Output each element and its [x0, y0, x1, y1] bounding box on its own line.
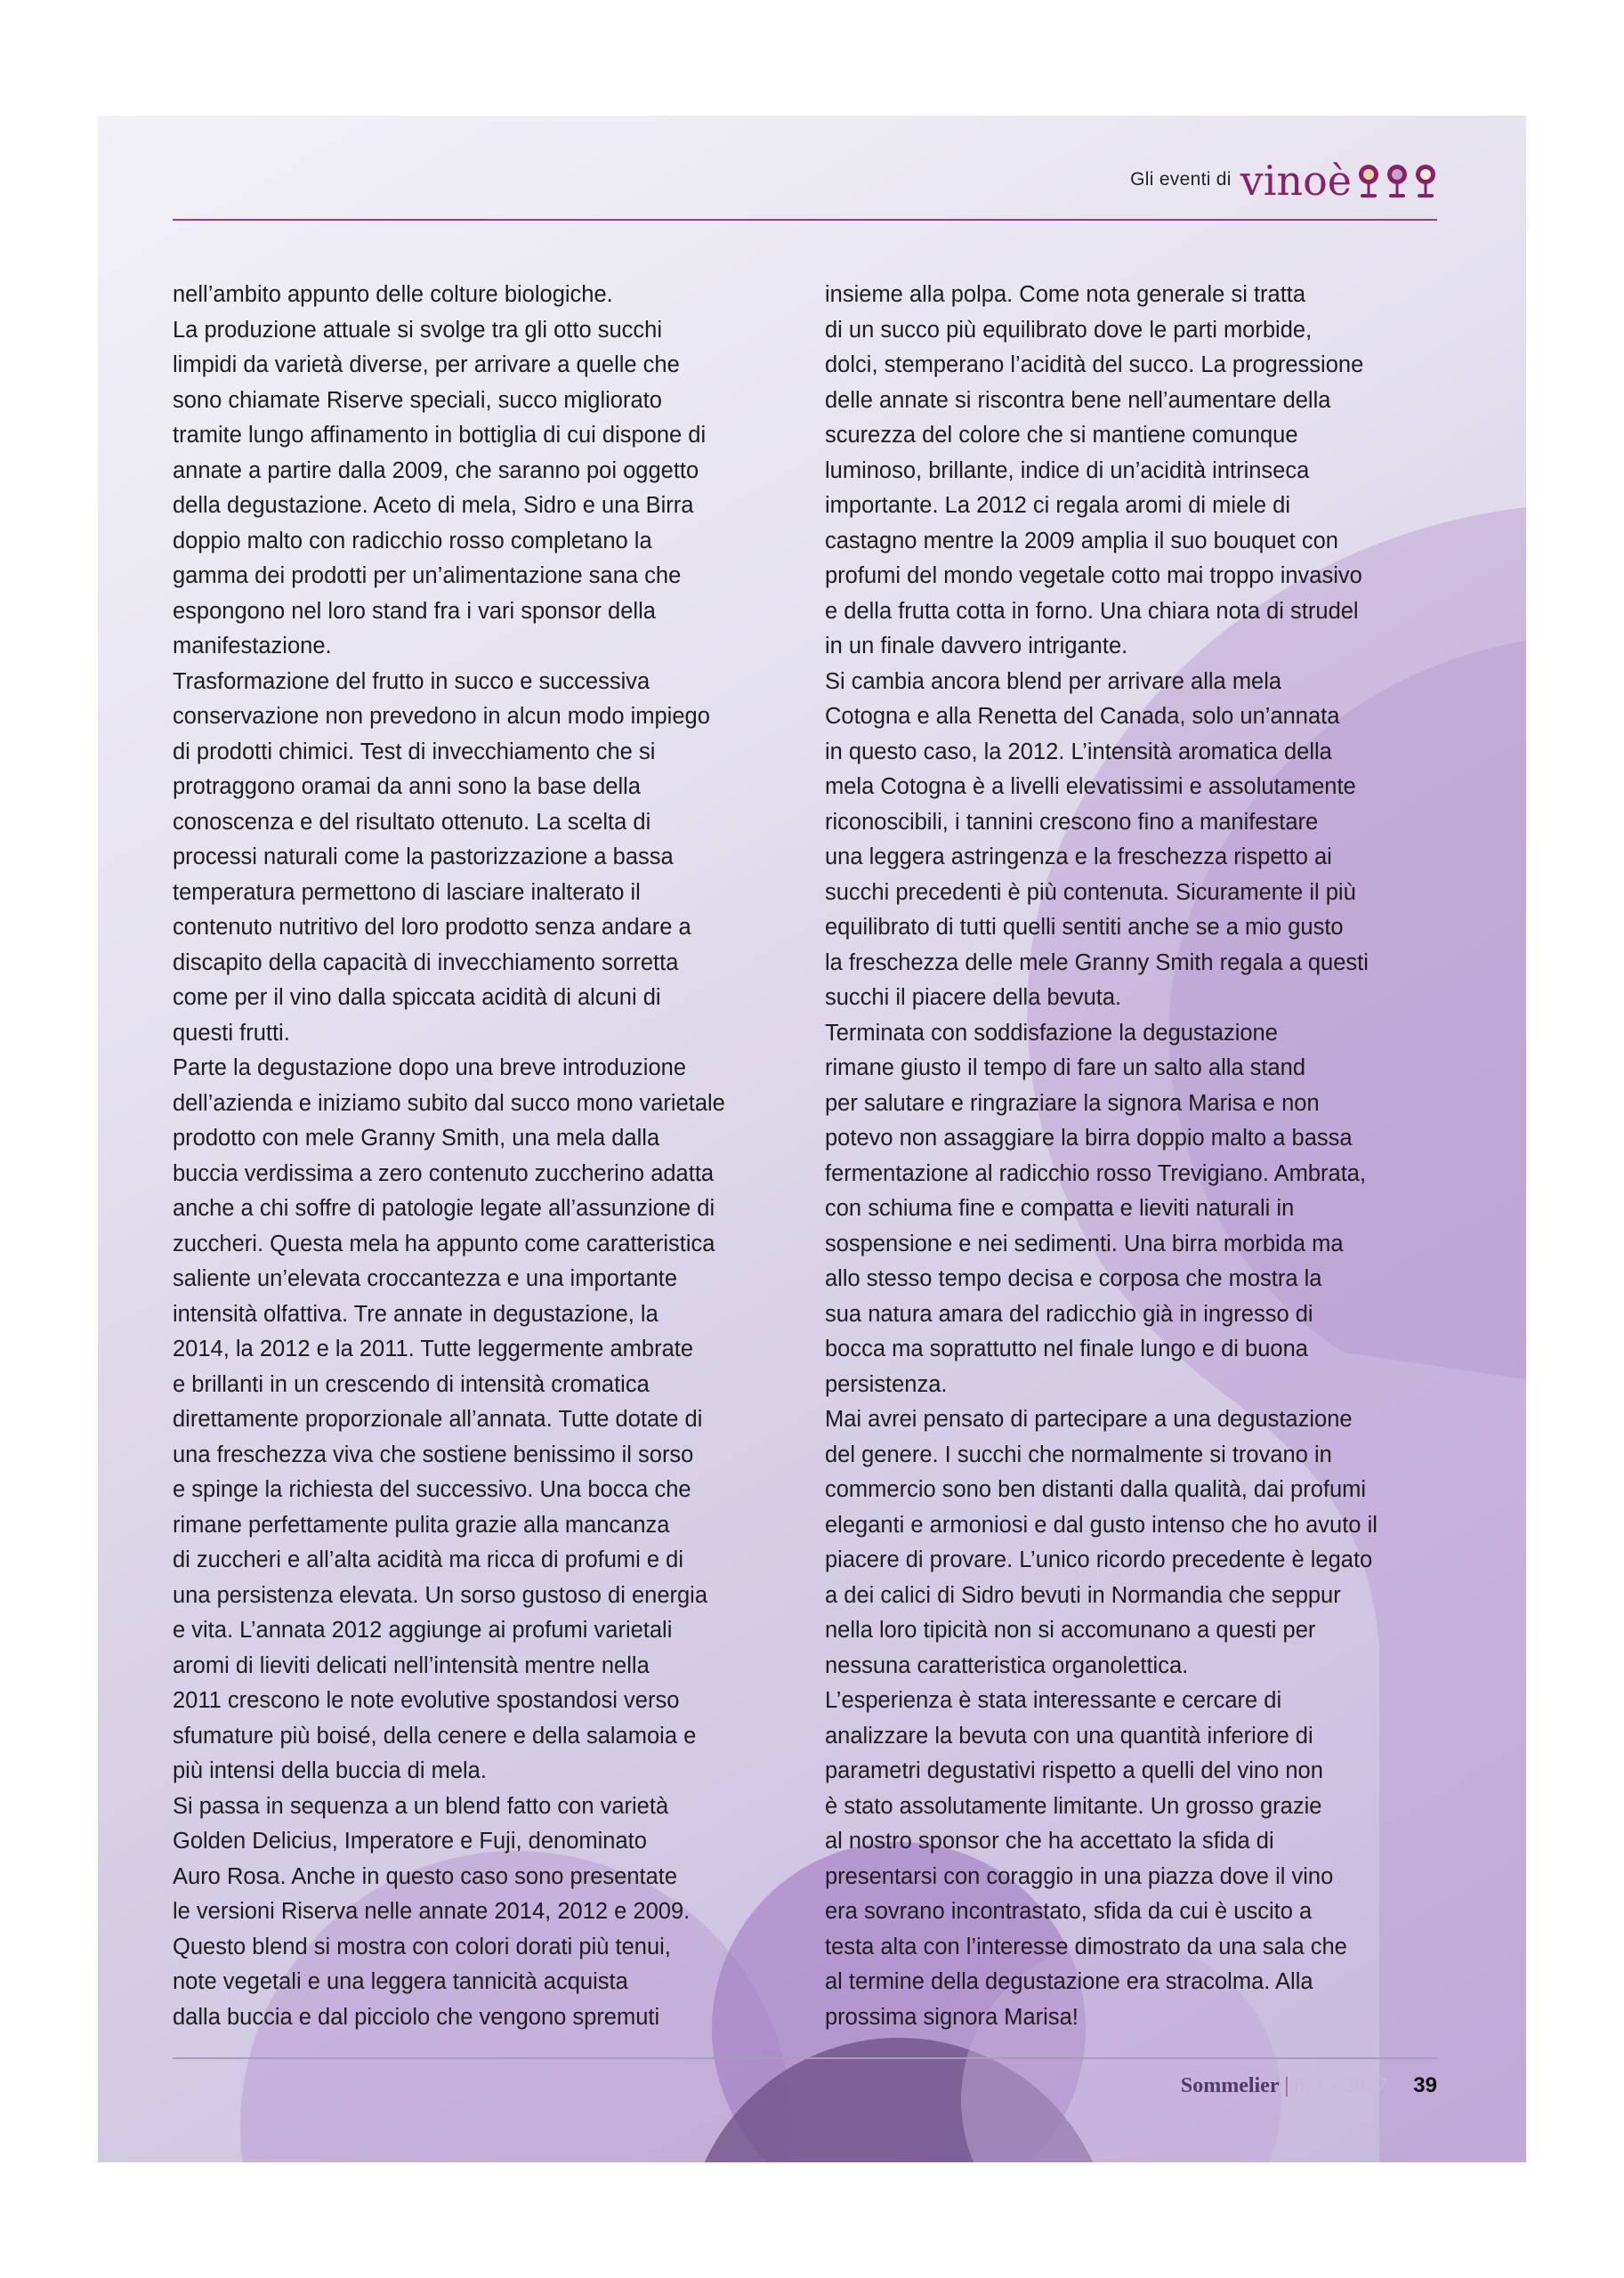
text-line: dell’azienda e iniziamo subito dal succo mono varietale — [173, 1090, 725, 1116]
text-line: importante. La 2012 ci regala aromi di miele di — [825, 493, 1291, 518]
text-line: Trasformazione del frutto in succo e successiva — [173, 668, 650, 694]
text-line: equilibrato di tutti quelli sentiti anche se a mio gusto — [825, 915, 1344, 940]
text-line: persistenza. — [825, 1371, 948, 1397]
text-line: la freschezza delle mele Granny Smith regala a questi — [825, 949, 1369, 975]
text-line: e vita. L’annata 2012 aggiunge ai profumi varietali — [173, 1618, 673, 1643]
page-header — [173, 151, 1437, 221]
article-body — [173, 278, 1445, 2066]
text-line: bocca ma soprattutto nel finale lungo e di buona — [825, 1337, 1308, 1361]
text-line: sfumature più boisé, della cenere e della salamoia e — [173, 1723, 697, 1749]
text-line: di un succo più equilibrato dove le parti morbide, — [825, 317, 1313, 343]
text-line: presentarsi con coraggio in una piazza dove il vino — [825, 1863, 1334, 1889]
text-line: a dei calici di Sidro bevuti in Normandia che seppur — [825, 1582, 1341, 1608]
text-line: espongono nel loro stand fra i vari sponsor della — [173, 598, 656, 624]
text-line: in un finale davvero intrigante. — [825, 634, 1128, 658]
text-line: dalla buccia e dal picciolo che vengono spremuti — [173, 2004, 660, 2030]
text-line: doppio malto con radicchio rosso completano la — [173, 528, 652, 553]
page-number: 39 — [1413, 2073, 1437, 2097]
text-line: più intensi della buccia di mela. — [173, 1758, 487, 1783]
magazine-page — [98, 116, 1526, 2162]
text-line: gamma dei prodotti per un’alimentazione sana che — [173, 563, 682, 588]
text-line: e della frutta cotta in forno. Una chiara nota di strudel — [825, 598, 1359, 624]
text-line: allo stesso tempo decisa e corposa che mostra la — [825, 1266, 1322, 1291]
wine-glass-icon — [1386, 164, 1409, 201]
text-line: protraggono oramai da anni sono la base della — [173, 774, 641, 799]
text-line: una leggera astringenza e la freschezza rispetto ai — [825, 844, 1332, 869]
text-line: processi naturali come la pastorizzazione a bassa — [173, 844, 674, 869]
right-column — [825, 278, 1448, 2035]
text-line: della degustazione. Aceto di mela, Sidro e una Birra — [173, 493, 694, 518]
text-line: discapito della capacità di invecchiamento sorretta — [173, 949, 679, 975]
text-line: zuccheri. Questa mela ha appunto come caratteristica — [173, 1231, 715, 1256]
left-column — [173, 278, 796, 2035]
text-line: Golden Delicius, Imperatore e Fuji, denominato — [173, 1829, 647, 1854]
text-line: tramite lungo affinamento in bottiglia di cui dispone di — [173, 423, 707, 448]
text-line: prodotto con mele Granny Smith, una mela dalla — [173, 1126, 660, 1151]
text-line: aromi di lieviti delicati nell’intensità mentre nella — [173, 1652, 650, 1678]
text-line: direttamente proporzionale all’annata. Tutte dotate di — [173, 1407, 703, 1432]
text-line: una persistenza elevata. Un sorso gustoso di energia — [173, 1582, 708, 1608]
text-line: sospensione e nei sedimenti. Una birra morbida ma — [825, 1231, 1344, 1256]
magazine-name: Sommelier — [1180, 2074, 1280, 2097]
text-line: al termine della degustazione era stracolma. Alla — [825, 1969, 1313, 1994]
text-line: rimane perfettamente pulita grazie alla mancanza — [173, 1512, 670, 1538]
footer-separator: | — [1284, 2074, 1289, 2097]
text-line: anche a chi soffre di patologie legate all’assunzione di — [173, 1196, 715, 1221]
text-line: e brillanti in un crescendo di intensità cromatica — [173, 1371, 650, 1397]
text-line: annate a partire dalla 2009, che saranno poi oggetto — [173, 457, 699, 483]
text-line: Auro Rosa. Anche in questo caso sono presentate — [173, 1863, 678, 1889]
text-line: delle annate si riscontra bene nell’aumentare della — [825, 387, 1331, 413]
text-line: manifestazione. — [173, 634, 332, 658]
text-line: al nostro sponsor che ha accettato la sfida di — [825, 1829, 1274, 1854]
text-line: di prodotti chimici. Test di invecchiamento che si — [173, 739, 656, 764]
page-footer — [1166, 2073, 1437, 2098]
text-line: Mai avrei pensato di partecipare a una degustazione — [825, 1407, 1353, 1432]
text-line: prossima signora Marisa! — [825, 2004, 1079, 2030]
text-line: piacere di provare. L’unico ricordo precedente è legato — [825, 1547, 1373, 1572]
text-line: limpidi da varietà diverse, per arrivare a quelle che — [173, 352, 680, 377]
text-line: nella loro tipicità non si accomunano a questi per — [825, 1618, 1316, 1643]
text-line: Si passa in sequenza a un blend fatto con varietà — [173, 1793, 669, 1819]
text-line: analizzare la bevuta con una quantità inferiore di — [825, 1723, 1313, 1749]
text-line: sono chiamate Riserve speciali, succo migliorato — [173, 387, 662, 413]
text-line: saliente un’elevata croccantezza e una importante — [173, 1266, 678, 1291]
brand-prefix: Gli eventi di — [1130, 169, 1232, 190]
text-line: in questo caso, la 2012. L’intensità aromatica della — [825, 739, 1332, 764]
text-line: note vegetali e una leggera tannicità acquista — [173, 1969, 628, 1994]
text-line: 2011 crescono le note evolutive spostandosi verso — [173, 1688, 680, 1713]
text-line: 2014, la 2012 e la 2011. Tutte leggermente ambrate — [173, 1337, 694, 1361]
magazine-prefix: il — [1165, 2074, 1177, 2097]
wine-glass-icon — [1357, 164, 1380, 201]
text-line: riconoscibili, i tannini crescono fino a manifestare — [825, 809, 1319, 835]
text-line: profumi del mondo vegetale cotto mai troppo invasivo — [825, 563, 1362, 588]
text-line: è stato assolutamente limitante. Un grosso grazie — [825, 1793, 1322, 1819]
text-line: intensità olfattiva. Tre annate in degustazione, la — [173, 1301, 658, 1327]
text-line: La produzione attuale si svolge tra gli otto succhi — [173, 317, 662, 343]
text-line: scurezza del colore che si mantiene comunque — [825, 423, 1298, 448]
text-line: nessuna caratteristica organolettica. — [825, 1652, 1189, 1678]
text-line: mela Cotogna è a livelli elevatissimi e assolutamente — [825, 774, 1356, 799]
text-line: per salutare e ringraziare la signora Marisa e non — [825, 1090, 1320, 1116]
text-line: luminoso, brillante, indice di un’acidità intrinseca — [825, 457, 1310, 483]
text-line: temperatura permettono di lasciare inalterato il — [173, 879, 641, 905]
text-line: sua natura amara del radicchio già in ingresso di — [825, 1301, 1313, 1327]
text-line: e spinge la richiesta del successivo. Una bocca che — [173, 1477, 691, 1502]
text-line: insieme alla polpa. Come nota generale si tratta — [825, 282, 1306, 307]
text-line: nell’ambito appunto delle colture biologiche. — [173, 282, 613, 307]
text-line: parametri degustativi rispetto a quelli del vino non — [825, 1758, 1323, 1783]
text-line: fermentazione al radicchio rosso Trevigiano. Ambrata, — [825, 1160, 1367, 1186]
text-line: L’esperienza è stata interessante e cercare di — [825, 1688, 1282, 1713]
issue-number: n. 1 - 2017 — [1294, 2074, 1387, 2097]
text-line: con schiuma fine e compatta e lieviti naturali in — [825, 1196, 1295, 1221]
section-brand — [1130, 157, 1437, 205]
text-line: era sovrano incontrastato, sfida da cui è uscito a — [825, 1899, 1313, 1924]
text-line: succhi il piacere della bevuta. — [825, 985, 1122, 1010]
text-line: Cotogna e alla Renetta del Canada, solo un’annata — [825, 704, 1340, 729]
text-line: di zuccheri e all’alta acidità ma ricca di profumi e di — [173, 1547, 683, 1572]
text-line: conoscenza e del risultato ottenuto. La scelta di — [173, 809, 651, 835]
wine-glass-icon — [1414, 164, 1437, 201]
text-line: castagno mentre la 2009 amplia il suo bouquet con — [825, 528, 1338, 553]
text-line: rimane giusto il tempo di fare un salto alla stand — [825, 1055, 1306, 1080]
text-line: Questo blend si mostra con colori dorati più tenui, — [173, 1934, 671, 1959]
text-line: Terminata con soddisfazione la degustazione — [825, 1020, 1278, 1046]
text-line: Si cambia ancora blend per arrivare alla mela — [825, 668, 1282, 694]
text-line: conservazione non prevedono in alcun modo impiego — [173, 704, 710, 729]
footer-divider — [173, 2057, 1437, 2059]
text-line: contenuto nutritivo del loro prodotto senza andare a — [173, 915, 691, 940]
text-line: testa alta con l’interesse dimostrato da una sala che — [825, 1934, 1347, 1959]
text-line: eleganti e armoniosi e dal gusto intenso che ho avuto il — [825, 1512, 1378, 1538]
text-line: le versioni Riserva nelle annate 2014, 2012 e 2009. — [173, 1899, 691, 1924]
text-line: potevo non assaggiare la birra doppio malto a bassa — [825, 1126, 1353, 1151]
text-line: buccia verdissima a zero contenuto zuccherino adatta — [173, 1160, 715, 1186]
text-line: Parte la degustazione dopo una breve introduzione — [173, 1055, 686, 1080]
text-line: dolci, stemperano l’acidità del succo. La progressione — [825, 352, 1364, 377]
brand-logo-text: vinoè — [1240, 157, 1352, 205]
text-line: succhi precedenti è più contenuta. Sicuramente il più — [825, 879, 1356, 905]
text-line: del genere. I succhi che normalmente si trovano in — [825, 1442, 1332, 1467]
text-line: come per il vino dalla spiccata acidità di alcuni di — [173, 985, 661, 1010]
text-line: commercio sono ben distanti dalla qualità, dai profumi — [825, 1477, 1367, 1502]
text-line: questi frutti. — [173, 1020, 290, 1046]
text-line: una freschezza viva che sostiene benissimo il sorso — [173, 1442, 694, 1467]
